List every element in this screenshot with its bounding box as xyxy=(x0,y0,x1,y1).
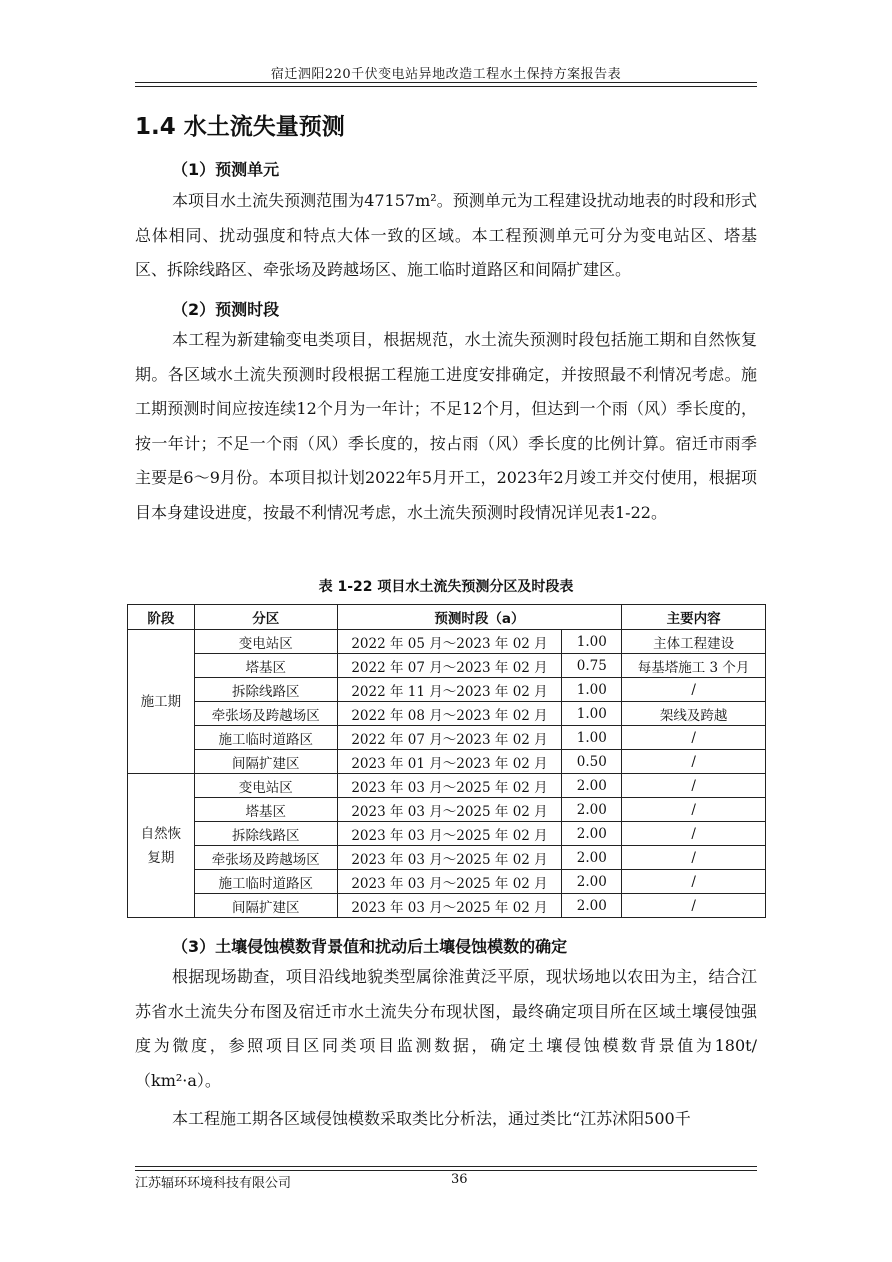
table-row xyxy=(128,702,766,726)
paragraph-analogy: 本工程施工期各区域侵蚀模数采取类比分析法，通过类比“江苏沭阳500千 xyxy=(172,1109,691,1128)
range-cell: 2022 年 08 月～2023 年 02 月 xyxy=(337,702,562,726)
content-cell: / xyxy=(622,846,766,870)
footer-rule-thin xyxy=(135,1166,757,1167)
subheading-units: （1）预测单元 xyxy=(172,160,280,179)
footer-company: 江苏辐环环境科技有限公司 xyxy=(135,1176,292,1191)
prediction-table xyxy=(127,604,766,918)
zone-cell: 变电站区 xyxy=(194,630,337,654)
content-cell: / xyxy=(622,870,766,894)
years-cell: 2.00 xyxy=(562,822,622,846)
zone-cell: 拆除线路区 xyxy=(194,822,337,846)
range-cell: 2022 年 07 月～2023 年 02 月 xyxy=(337,726,562,750)
header-content: 主要内容 xyxy=(622,605,766,630)
content-cell: / xyxy=(622,822,766,846)
zone-cell: 间隔扩建区 xyxy=(194,750,337,774)
table-row xyxy=(128,678,766,702)
zone-cell: 牵张场及跨越场区 xyxy=(194,846,337,870)
page-number: 36 xyxy=(451,1172,468,1187)
paragraph-units: 本项目水土流失预测范围为47157m²。预测单元为工程建设扰动地表的时段和形式总体相同、扰动强度和特点大体一致的区域。本工程预测单元可分为变电站区、塔基区、拆除线路区、牵张场及跨越场区、施工临时道路区和间隔扩建区。 xyxy=(135,191,757,279)
years-cell: 1.00 xyxy=(562,630,622,654)
years-cell: 1.00 xyxy=(562,726,622,750)
zone-cell: 塔基区 xyxy=(194,798,337,822)
range-cell: 2023 年 03 月～2025 年 02 月 xyxy=(337,798,562,822)
subheading-period: （2）预测时段 xyxy=(172,300,280,319)
zone-cell: 变电站区 xyxy=(194,774,337,798)
range-cell: 2022 年 07 月～2023 年 02 月 xyxy=(337,654,562,678)
years-cell: 1.00 xyxy=(562,678,622,702)
range-cell: 2023 年 01 月～2023 年 02 月 xyxy=(337,750,562,774)
content-cell: 每基塔施工 3 个月 xyxy=(622,654,766,678)
table-row xyxy=(128,846,766,870)
running-header: 宿迁泗阳220千伏变电站异地改造工程水土保持方案报告表 xyxy=(270,67,622,82)
content-cell: / xyxy=(622,798,766,822)
content-cell: / xyxy=(622,678,766,702)
section-title: 1.4 水土流失量预测 xyxy=(135,114,345,140)
zone-cell: 拆除线路区 xyxy=(194,678,337,702)
range-cell: 2023 年 03 月～2025 年 02 月 xyxy=(337,894,562,918)
years-cell: 2.00 xyxy=(562,870,622,894)
table-row xyxy=(128,798,766,822)
table-row xyxy=(128,894,766,918)
zone-cell: 间隔扩建区 xyxy=(194,894,337,918)
table-row xyxy=(128,630,766,654)
zone-cell: 塔基区 xyxy=(194,654,337,678)
content-cell: 主体工程建设 xyxy=(622,630,766,654)
stage-recovery xyxy=(128,774,195,918)
header-stage: 阶段 xyxy=(128,605,195,630)
years-cell: 0.50 xyxy=(562,750,622,774)
range-cell: 2022 年 11 月～2023 年 02 月 xyxy=(337,678,562,702)
years-cell: 2.00 xyxy=(562,846,622,870)
header-zone: 分区 xyxy=(194,605,337,630)
range-cell: 2023 年 03 月～2025 年 02 月 xyxy=(337,774,562,798)
content-cell: / xyxy=(622,774,766,798)
table-header-row xyxy=(128,605,766,630)
content-cell: / xyxy=(622,894,766,918)
paragraph-period: 本工程为新建输变电类项目，根据规范，水土流失预测时段包括施工期和自然恢复期。各区域水土流失预测时段根据工程施工进度安排确定，并按照最不利情况考虑。施工期预测时间应按连续12个月为一年计；不足12个月，但达到一个雨（风）季长度的，按一年计；不足一个雨（风）季长度的，按占雨（风）季长度的比例计算。宿迁市雨季主要是6～9月份。本项目拟计划2022年5月开工，2023年2月竣工并交付使用，根据项目本身建设进度，按最不利情况考虑，水土流失预测时段情况详见表1-22。 xyxy=(135,330,757,522)
table-row xyxy=(128,870,766,894)
years-cell: 0.75 xyxy=(562,654,622,678)
years-cell: 2.00 xyxy=(562,798,622,822)
table-row xyxy=(128,654,766,678)
header-rule xyxy=(135,82,757,83)
table-row xyxy=(128,750,766,774)
content-cell: 架线及跨越 xyxy=(622,702,766,726)
header-period: 预测时段（a） xyxy=(337,605,622,630)
zone-cell: 牵张场及跨越场区 xyxy=(194,702,337,726)
content-cell: / xyxy=(622,726,766,750)
footer-rule xyxy=(135,1170,757,1171)
stage-construction: 施工期 xyxy=(128,630,195,774)
range-cell: 2022 年 05 月～2023 年 02 月 xyxy=(337,630,562,654)
years-cell: 1.00 xyxy=(562,702,622,726)
table-row xyxy=(128,726,766,750)
years-cell: 2.00 xyxy=(562,894,622,918)
content-cell: / xyxy=(622,750,766,774)
zone-cell: 施工临时道路区 xyxy=(194,726,337,750)
stage-recovery-label: 自然恢复期 xyxy=(140,825,182,866)
header-rule-thin xyxy=(135,86,757,87)
subheading-erosion: （3）土壤侵蚀模数背景值和扰动后土壤侵蚀模数的确定 xyxy=(172,937,568,956)
table-caption: 表 1-22 项目水土流失预测分区及时段表 xyxy=(318,579,574,595)
range-cell: 2023 年 03 月～2025 年 02 月 xyxy=(337,870,562,894)
paragraph-erosion: 根据现场勘查，项目沿线地貌类型属徐淮黄泛平原，现状场地以农田为主，结合江苏省水土流失分布图及宿迁市水土流失分布现状图，最终确定项目所在区域土壤侵蚀强度为微度，参照项目区同类项目监测数据，确定土壤侵蚀模数背景值为180t/（km²·a）。 xyxy=(135,967,757,1090)
table-row xyxy=(128,822,766,846)
table-row xyxy=(128,774,766,798)
zone-cell: 施工临时道路区 xyxy=(194,870,337,894)
range-cell: 2023 年 03 月～2025 年 02 月 xyxy=(337,846,562,870)
years-cell: 2.00 xyxy=(562,774,622,798)
range-cell: 2023 年 03 月～2025 年 02 月 xyxy=(337,822,562,846)
